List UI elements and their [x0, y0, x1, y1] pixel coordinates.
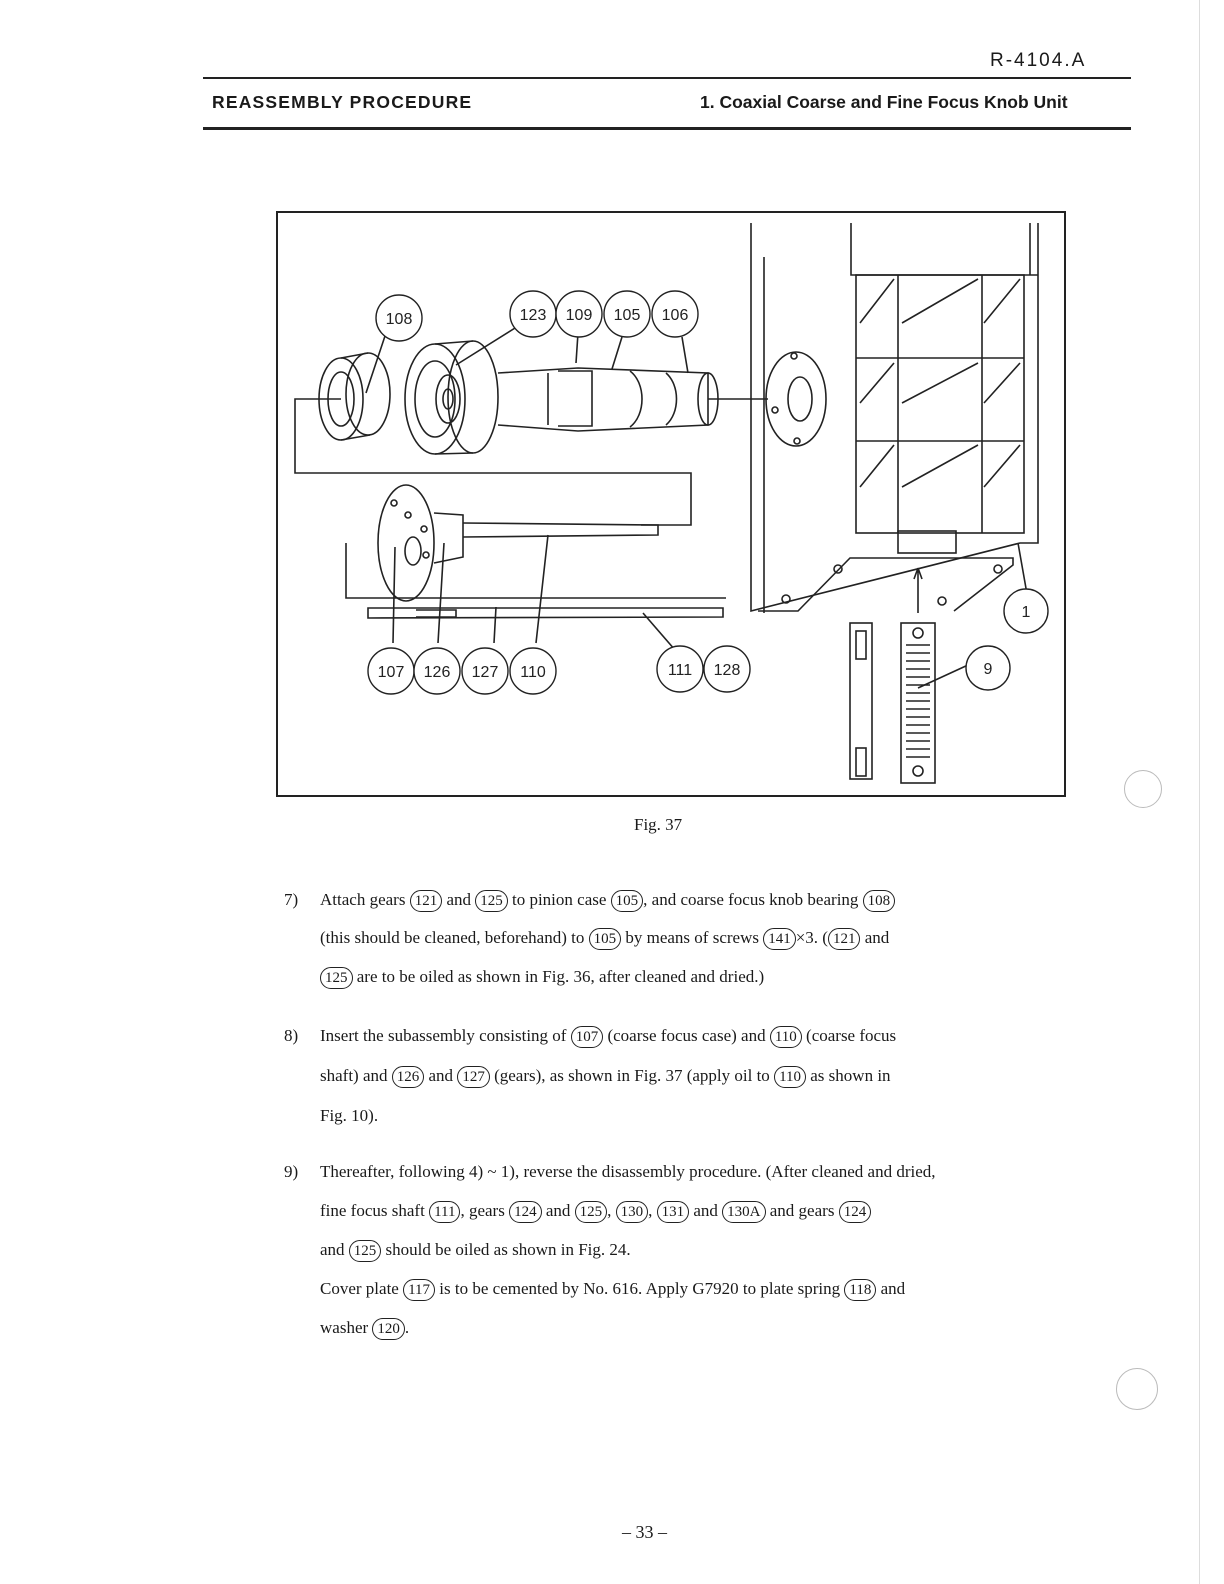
step-text: , gears	[460, 1201, 510, 1220]
binder-hole-mark	[1124, 770, 1162, 808]
part-ref-120: 120	[372, 1318, 405, 1340]
svg-text:123: 123	[519, 307, 547, 324]
step-line	[320, 1162, 936, 1182]
step-line	[320, 1240, 631, 1262]
step-text: and	[689, 1201, 723, 1220]
step-text: Thereafter, following 4) ~ 1), reverse the disassembly procedure. (After cleaned and dried,	[320, 1162, 936, 1181]
svg-text:111: 111	[667, 662, 693, 679]
part-ref-118: 118	[844, 1279, 876, 1301]
step-number: 8)	[284, 1026, 299, 1045]
step-text: ,	[648, 1201, 657, 1220]
step-text: and	[876, 1279, 906, 1298]
step-text: , and coarse focus knob bearing	[643, 890, 863, 909]
part-ref-127: 127	[457, 1066, 490, 1088]
callout-1	[1004, 589, 1048, 633]
step-number: 7)	[284, 890, 299, 909]
part-ref-141: 141	[763, 928, 796, 950]
step-line	[320, 890, 895, 912]
part-ref-110: 110	[774, 1066, 806, 1088]
step-text: are to be oiled as shown in Fig. 36, after cleaned and dried.)	[352, 967, 765, 986]
step-text: should be oiled as shown in Fig. 24.	[381, 1240, 631, 1259]
step-text: (coarse focus case) and	[603, 1026, 770, 1045]
part-ref-111: 111	[429, 1201, 460, 1223]
part-ref-105: 105	[589, 928, 622, 950]
step-text: Insert the subassembly consisting of	[320, 1026, 571, 1045]
focus-rack-9-drawing	[850, 623, 935, 783]
step-line	[320, 1318, 409, 1340]
part-ref-121: 121	[828, 928, 861, 950]
section-title: REASSEMBLY PROCEDURE	[212, 92, 473, 112]
coarse-shaft-drawing	[346, 485, 726, 618]
step-text: to pinion case	[507, 890, 611, 909]
step-text: and	[320, 1240, 349, 1259]
step-text: Cover plate	[320, 1279, 404, 1298]
callout-106	[652, 291, 698, 337]
step-number: 9)	[284, 1162, 299, 1181]
part-ref-125: 125	[320, 967, 353, 989]
step-text: (gears), as shown in Fig. 37 (apply oil to	[489, 1066, 775, 1085]
svg-text:107: 107	[377, 664, 405, 681]
callout-105	[604, 291, 650, 337]
step-text: (coarse focus	[801, 1026, 897, 1045]
part-ref-105: 105	[611, 890, 644, 912]
callout-127	[462, 648, 508, 694]
part-ref-130: 130	[616, 1201, 649, 1223]
part-ref-121: 121	[410, 890, 443, 912]
binder-hole-mark	[1116, 1368, 1158, 1410]
part-ref-117: 117	[403, 1279, 435, 1301]
part-ref-124: 124	[509, 1201, 542, 1223]
step-line	[320, 928, 889, 950]
svg-text:127: 127	[471, 664, 499, 681]
svg-text:9: 9	[983, 661, 993, 678]
step-text: Attach gears	[320, 890, 410, 909]
part-ref-107: 107	[571, 1026, 604, 1048]
part-ref-126: 126	[392, 1066, 425, 1088]
callout-111	[657, 646, 703, 692]
part-ref-125: 125	[475, 890, 508, 912]
callout-108	[376, 295, 422, 341]
step-text: by means of screws	[621, 928, 764, 947]
step-text: is to be cemented by No. 616. Apply G7920 to plate spring	[435, 1279, 845, 1298]
step-line	[320, 1026, 896, 1048]
step-line	[320, 1106, 378, 1126]
step-text: and	[442, 890, 476, 909]
step-text: as shown in	[806, 1066, 891, 1085]
figure-caption: Fig. 37	[634, 815, 683, 834]
part-ref-125: 125	[575, 1201, 608, 1223]
svg-text:1: 1	[1021, 604, 1031, 621]
part-ref-108: 108	[863, 890, 896, 912]
svg-text:105: 105	[613, 307, 641, 324]
callout-9	[966, 646, 1010, 690]
callout-123	[510, 291, 556, 337]
part-ref-110: 110	[770, 1026, 802, 1048]
svg-text:108: 108	[385, 311, 413, 328]
svg-text:126: 126	[423, 664, 451, 681]
pinion-case-105-drawing	[405, 341, 718, 454]
svg-text:128: 128	[713, 662, 741, 679]
page-number: – 33 –	[622, 1522, 667, 1542]
step-text: ×3. (	[795, 928, 828, 947]
step-text: washer	[320, 1318, 373, 1337]
page-edge	[1199, 0, 1200, 1584]
step-text: (this should be cleaned, beforehand) to	[320, 928, 589, 947]
exploded-diagram	[278, 213, 1064, 795]
part-ref-125: 125	[349, 1240, 382, 1262]
callout-110	[510, 648, 556, 694]
step-text: ,	[607, 1201, 616, 1220]
step-line	[320, 967, 764, 989]
step-line	[320, 1066, 891, 1088]
step-text: and	[424, 1066, 458, 1085]
step-text: .	[404, 1318, 410, 1337]
topic-title: 1. Coaxial Coarse and Fine Focus Knob Unit	[700, 92, 1068, 112]
header-rule-top	[203, 77, 1131, 79]
callout-109	[556, 291, 602, 337]
svg-text:109: 109	[565, 307, 593, 324]
part-ref-130A: 130A	[722, 1201, 765, 1223]
part-ref-131: 131	[657, 1201, 690, 1223]
step-text: fine focus shaft	[320, 1201, 430, 1220]
step-text: shaft) and	[320, 1066, 392, 1085]
step-line	[320, 1279, 905, 1301]
header-rule-bottom	[203, 127, 1131, 130]
part-ref-124: 124	[839, 1201, 872, 1223]
flange-plate-drawing	[766, 352, 826, 446]
step-text: and gears	[765, 1201, 839, 1220]
figure-37	[276, 211, 1066, 797]
step-text: Fig. 10).	[320, 1106, 379, 1125]
document-code: R-4104.A	[990, 50, 1087, 71]
callout-107	[368, 648, 414, 694]
svg-text:106: 106	[661, 307, 689, 324]
step-text: and	[860, 928, 890, 947]
callout-126	[414, 648, 460, 694]
callout-128	[704, 646, 750, 692]
knob-bearing-108-drawing	[319, 353, 390, 440]
svg-text:110: 110	[520, 664, 546, 681]
step-line	[320, 1201, 871, 1223]
step-text: and	[541, 1201, 575, 1220]
